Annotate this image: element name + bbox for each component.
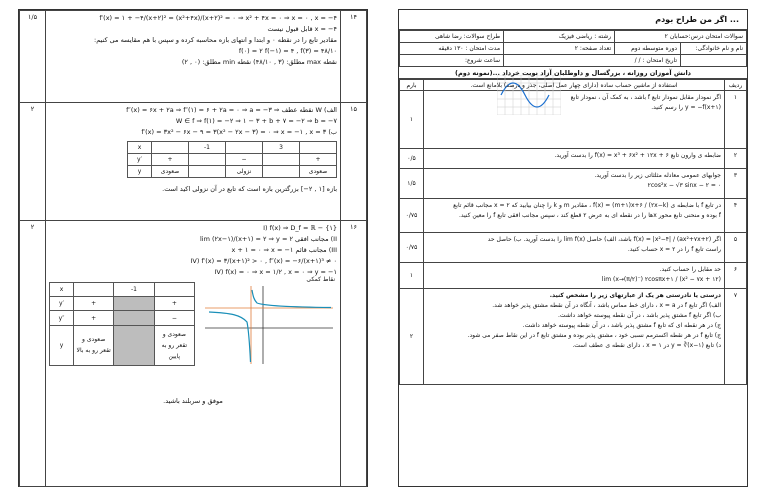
sign-table-cell: نزولی bbox=[226, 166, 263, 178]
question-line: راست تابع f را در ۲ = x حساب کنید. bbox=[627, 246, 721, 253]
sign-table-cell bbox=[263, 154, 300, 166]
sign-table-cell bbox=[300, 142, 337, 154]
answer-score-14: ۱/۵ bbox=[20, 11, 46, 103]
sign-table-cell bbox=[189, 166, 226, 178]
sign-table-row bbox=[50, 297, 195, 311]
question-line: ج) در هر نقطه ای که تابع f مشتق پذیر باشد ، در آن نقطه پیوسته خواهد داشت. bbox=[522, 322, 721, 329]
answer-line: I) f(x) ⇒ D_f = ℝ − {۱} bbox=[263, 224, 337, 232]
sign-table-cell: + bbox=[74, 311, 114, 325]
questions-table bbox=[399, 79, 747, 385]
graph-label: نقاط کمکی bbox=[306, 276, 335, 283]
sign-table-cell bbox=[114, 297, 154, 311]
question-text bbox=[424, 289, 725, 385]
answer-line: IV) f(x) = ۰ ⇒ x = ۱/۲ , x = ۰ ⇒ y = −۱ bbox=[214, 268, 337, 276]
info-student-name: نام و نام خانوادگی: bbox=[681, 43, 747, 55]
sign-table-cell bbox=[114, 325, 154, 365]
sign-table-header: y bbox=[50, 325, 74, 365]
question-row bbox=[400, 233, 747, 263]
answer-line: III) مجانب قائم x + ۱ = ۰ ⇒ x = −۱ bbox=[231, 246, 337, 254]
sign-table bbox=[127, 141, 337, 178]
answer-footer: موفق و سربلند باشید. bbox=[163, 397, 223, 405]
sign-table-cell: صعودی و تقعر رو به بالا bbox=[74, 325, 114, 365]
question-line: y = −f(x+۱) را رسم کنید. bbox=[651, 104, 721, 111]
info-start-time: ساعت شروع: bbox=[400, 55, 504, 67]
answer-line: II) مجانب افقی lim (۲x−۱)/(x+۱) = ۲ ⇒ y = ۲ bbox=[199, 235, 337, 243]
question-text bbox=[424, 169, 725, 199]
question-score: ۱/۵ bbox=[400, 169, 424, 199]
answer-line: نقطه max مطلق: (۳ , ۴۸/۱۰) نقطه min مطلق: (۰ , ۲) bbox=[181, 58, 337, 66]
question-line: ضابطه ی وارون تابع f(x) = x³ + ۶x² + ۱۲x + ۶ را بدست آورید. bbox=[554, 152, 721, 159]
answer-number-16: ۱۶ bbox=[341, 221, 367, 487]
answer-line: f′(x) = ۱ + −۴/(x+۲)² = (x²+۴x)/(x+۲)² = ۰ ⇒ x² + ۴x = ۰ ⇒ x = ۰ , x = −۴ bbox=[99, 14, 337, 22]
sign-table-cell: − bbox=[154, 311, 194, 325]
question-number: ۴ bbox=[725, 199, 747, 233]
answer-row-14 bbox=[20, 11, 367, 103]
question-line: اگر نمودار مقابل نمودار تابع f باشد ، به کمک آن ، نمودار تابع bbox=[570, 94, 721, 101]
sign-table-cell: − bbox=[226, 154, 263, 166]
function-graph bbox=[201, 276, 337, 366]
sign-table-cell: -1 bbox=[189, 142, 226, 154]
question-row bbox=[400, 149, 747, 169]
left-branch bbox=[209, 312, 251, 362]
sign-table-cell bbox=[189, 154, 226, 166]
sign-table-header: y bbox=[128, 166, 152, 178]
answer-line: f(۰) = ۲ f(−۱) = ۴ , f(۳) = ۴۸/۱۰ bbox=[238, 47, 337, 55]
sign-table-cell: صعودی bbox=[152, 166, 189, 178]
sign-table-row bbox=[50, 325, 195, 365]
header-instruction: استفاده از ماشین حساب ساده (دارای چهار عمل اصلی، جذر و درصد) بلامانع است. bbox=[424, 80, 725, 91]
answer-line: مقادیر تابع را در نقطه ۰ و ابتدا و انتهای بازه محاسبه کرده و سپس با هم مقایسه می کنیم: bbox=[94, 36, 337, 44]
question-line: ۲cos²x − √۳ sinx − ۲ = ۰ bbox=[647, 182, 721, 189]
sign-table-header: y′ bbox=[128, 154, 152, 166]
school-line: دانش آموزان روزانه ، بزرگسال و داوطلبان آزاد نوبت خرداد ...(نمونه دوم) bbox=[399, 67, 747, 79]
question-row bbox=[400, 263, 747, 289]
answer-score-15: ۲ bbox=[20, 103, 46, 221]
header-score: بارم bbox=[400, 80, 424, 91]
sign-table-cell: + bbox=[74, 297, 114, 311]
info-designer: طراح سوالات: رضا شاهی bbox=[400, 31, 504, 43]
exam-question-page bbox=[398, 9, 748, 487]
answer-number-15: ۱۵ bbox=[341, 103, 367, 221]
question-score: ۱ bbox=[400, 263, 424, 289]
answer-score-16: ۲ bbox=[20, 221, 46, 487]
sign-table-header: x bbox=[128, 142, 152, 154]
question-text bbox=[424, 199, 725, 233]
answer-footer: بازه [۱ , ۲−] بزرگترین بازه است که تابع در آن نزولی اکید است. bbox=[162, 185, 337, 193]
info-field: رشته : ریاضی فیزیک bbox=[504, 31, 615, 43]
sign-table-cell: -1 bbox=[114, 283, 154, 297]
answer-row-15 bbox=[20, 103, 367, 221]
answer-line: الف) W نقطه عطف ⇒ f″(x) = ۶x + ۲a ⇒ f″(۱) = ۶ + ۲a = ۰ ⇒ a = −۳ bbox=[126, 106, 337, 114]
question-line: ب) اگر تابع f مشتق پذیر باشد ، در آن نقطه پیوسته خواهد داشت. bbox=[558, 312, 721, 319]
question-number: ۶ bbox=[725, 263, 747, 289]
sign-table-cell: صعودی و تقعر رو به پایین bbox=[154, 325, 194, 365]
sign-table-cell bbox=[114, 311, 154, 325]
question-number: ۵ bbox=[725, 233, 747, 263]
answer-line: W ∈ f ⇒ f(۱) = −۲ ⇒ ۱ − ۳ + b + ۷ = −۲ ⇒ b = −۷ bbox=[175, 117, 337, 125]
sign-table-row bbox=[50, 311, 195, 325]
variation-table bbox=[49, 282, 195, 366]
answer-line: x = −۴ قابل قبول نیست bbox=[267, 25, 337, 33]
question-row bbox=[400, 91, 747, 149]
sign-table-cell bbox=[74, 283, 114, 297]
question-line: در تابع f با ضابطه ی f(x) = (m+۱)x+۶ / (۲x−k) ، مقادیر m و k را چنان بیابید که ۲ = x مجانب قائم تابع bbox=[453, 202, 721, 209]
question-text bbox=[424, 233, 725, 263]
question-row bbox=[400, 289, 747, 385]
info-subject: سوالات امتحان درس:حسابان ۲ bbox=[615, 31, 747, 43]
question-line: f بوده و منحنی تابع محور xها را در نقطه ای به عرض ۲ قطع کند ، سپس مجانب افقی تابع f را معین کنید. bbox=[458, 212, 721, 219]
question-row bbox=[400, 169, 747, 199]
question-number: ۲ bbox=[725, 149, 747, 169]
question-number: ۳ bbox=[725, 169, 747, 199]
page-title: اگر من طراح بودم ... bbox=[399, 10, 747, 30]
sign-table-header: x bbox=[50, 283, 74, 297]
answer-content-16 bbox=[46, 221, 341, 487]
questions-header bbox=[400, 80, 747, 91]
question-number: ۷ bbox=[725, 289, 747, 385]
answer-content-15 bbox=[46, 103, 341, 221]
question-score: ۱ bbox=[400, 91, 424, 149]
sign-table-header: y′ bbox=[50, 297, 74, 311]
sign-table-row bbox=[128, 142, 337, 154]
question-number: ۱ bbox=[725, 91, 747, 149]
info-duration: مدت امتحان : ۱۳۰ دقیقه bbox=[400, 43, 504, 55]
sign-table-cell: + bbox=[300, 154, 337, 166]
sign-table-cell bbox=[226, 142, 263, 154]
sign-table-header: y″ bbox=[50, 311, 74, 325]
info-page-count: تعداد صفحه: ۲ bbox=[504, 43, 615, 55]
sign-table-row bbox=[50, 283, 195, 297]
sign-table-row bbox=[128, 166, 337, 178]
sign-table-cell bbox=[263, 166, 300, 178]
question-score: ۰/۵ bbox=[400, 149, 424, 169]
sign-table-cell: + bbox=[154, 297, 194, 311]
answer-number-14: ۱۴ bbox=[341, 11, 367, 103]
sign-table-cell bbox=[154, 283, 194, 297]
question-text bbox=[424, 149, 725, 169]
question-text bbox=[424, 91, 725, 149]
question-line: ج) تابع f در هر نقطه اکسترمم نسبی خود ، مشتق پذیر بوده و مشتق تابع f در این نقاط صفر می شود. bbox=[467, 332, 721, 339]
sign-table-cell: 3 bbox=[263, 142, 300, 154]
hyperbola-graph bbox=[201, 282, 337, 366]
header-number: ردیف bbox=[725, 80, 747, 91]
question-line: جوابهای عمومی معادله مثلثاتی زیر را بدست آورید. bbox=[594, 172, 721, 179]
answer-sheet-page bbox=[18, 9, 368, 487]
answer-content-14 bbox=[46, 11, 341, 103]
question-line: الف) اگر تابع f در x = a ، دارای خط مماس باشد ، آنگاه در آن نقطه مشتق پذیر خواهد شد. bbox=[492, 302, 721, 309]
sign-table-cell: + bbox=[152, 154, 189, 166]
sign-table-row bbox=[128, 154, 337, 166]
sign-table-cell: صعودی bbox=[300, 166, 337, 178]
question-line: lim (x→(π/۲)⁻) ۲cosπx+۱ / (x² − ۷x + ۱۲) bbox=[601, 276, 721, 283]
question-score: ۰/۷۵ bbox=[400, 199, 424, 233]
right-branch bbox=[252, 290, 331, 308]
question-row bbox=[400, 199, 747, 233]
answer-line: IV) f′(x) = ۳/(x+۱)² > ۰ , f″(x) = −۶/(x+۱)³ ≠ ۰ bbox=[190, 257, 337, 265]
question-line: اگر f(x) = |x²−۴| / (ax²+۷x+۲) باشد، الف) حاصل lim f(x) را بدست آورید. ب) حاصل حد bbox=[487, 236, 721, 243]
answer-table bbox=[19, 10, 367, 487]
question-text bbox=[424, 263, 725, 289]
question-line: د) تابع y = ∛(x−۱) در x = ۱ ، دارای نقطه ی عطف است. bbox=[572, 342, 721, 349]
sign-table-cell bbox=[152, 142, 189, 154]
answer-row-16 bbox=[20, 221, 367, 487]
question-line: درستی یا نادرستی هر یک از عبارتهای زیر را مشخص کنید. bbox=[549, 292, 721, 299]
question-score: ۰/۷۵ bbox=[400, 233, 424, 263]
answer-line: ب) f′(x) = ۳x² − ۶x − ۹ = ۳(x² − ۲x − ۳) = ۰ ⇒ x = −۱ , x = ۳ bbox=[141, 128, 337, 136]
question-line: حد مقابل را حساب کنید. bbox=[659, 266, 721, 273]
info-exam-date: تاریخ امتحان : / / bbox=[504, 55, 681, 67]
question-score: ۲ bbox=[400, 289, 424, 385]
info-level: دوره متوسطه دوم bbox=[615, 43, 681, 55]
exam-info-table bbox=[399, 30, 747, 67]
